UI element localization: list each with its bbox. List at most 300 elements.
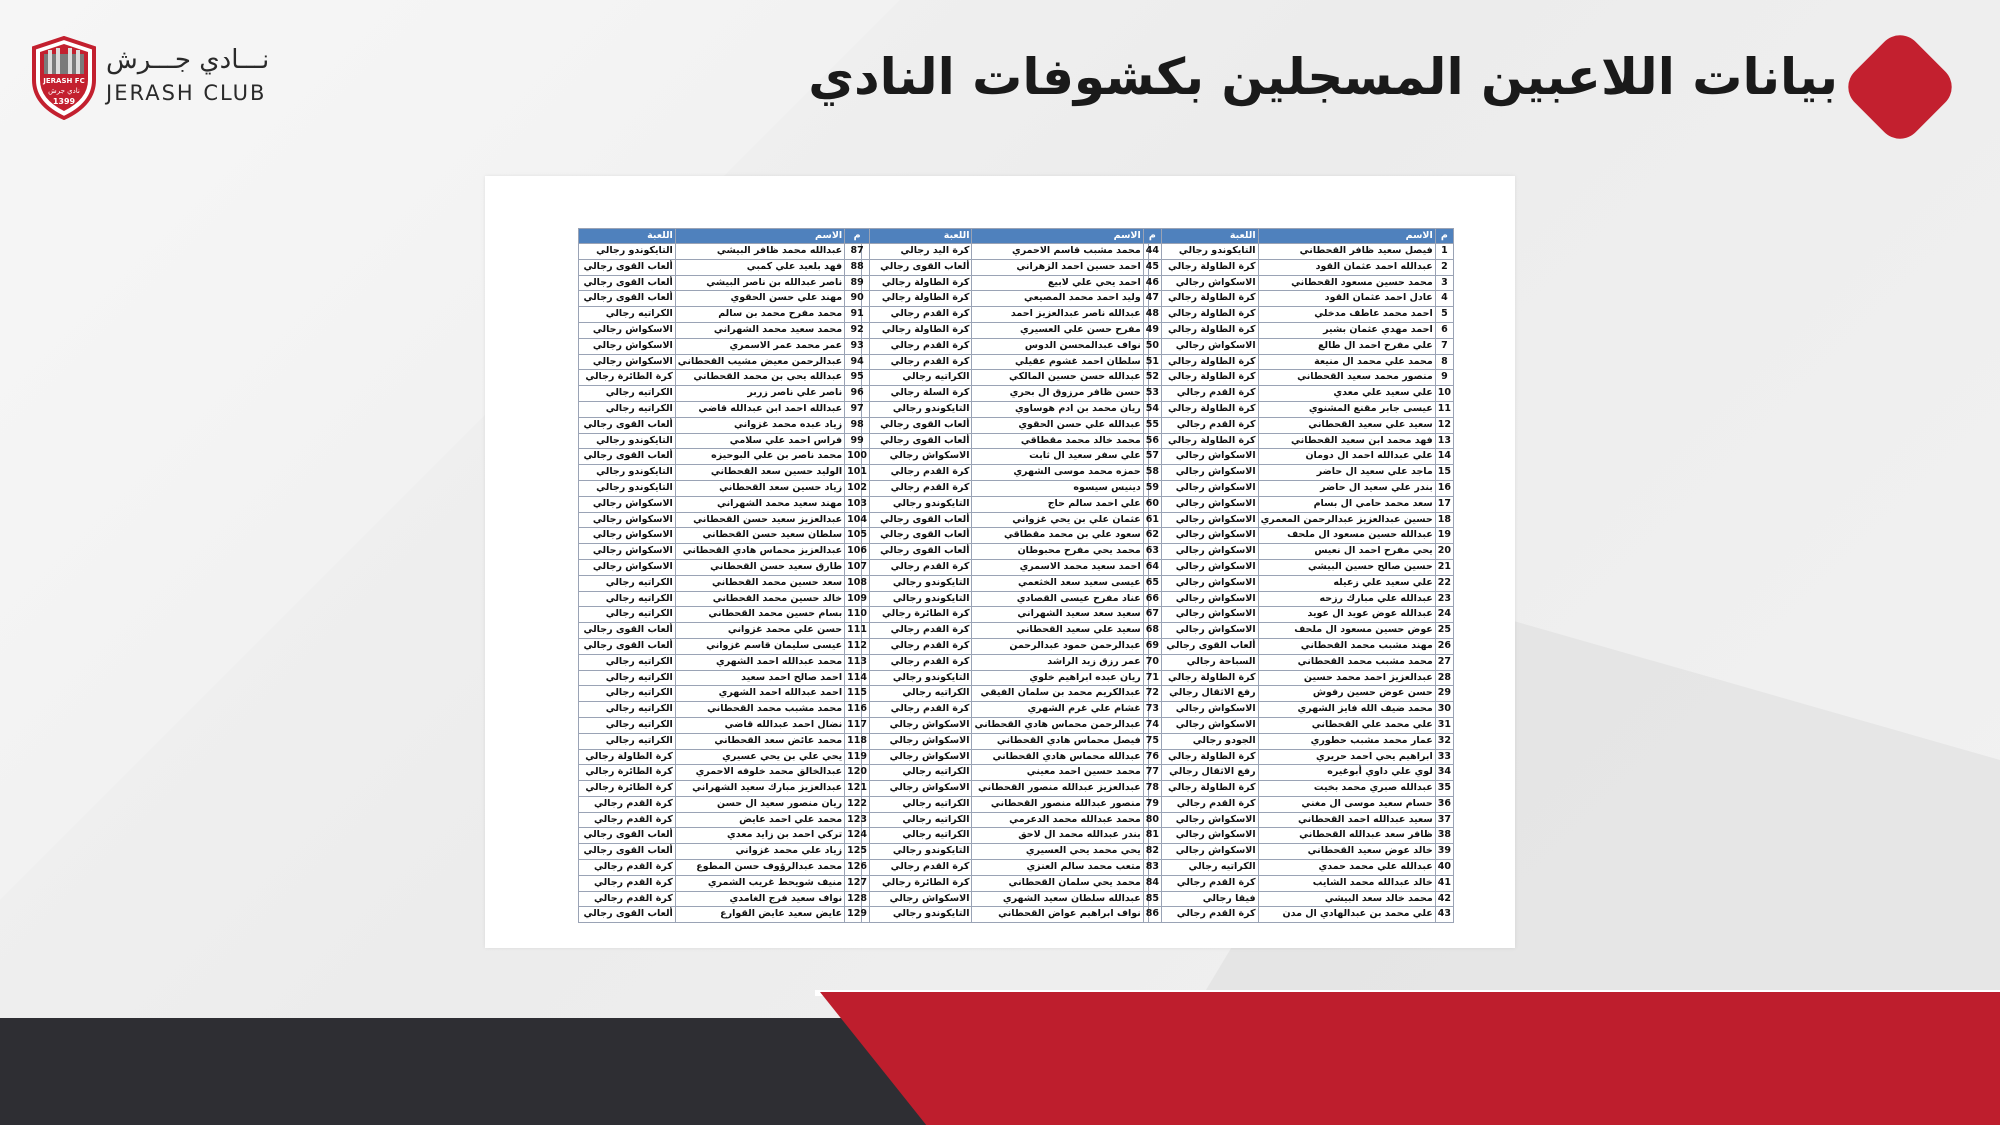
table-row xyxy=(579,480,870,496)
cell-name: بندر علي سعيد ال حاضر xyxy=(1258,480,1435,496)
cell-name: ريان عبده ابراهيم خلوي xyxy=(972,670,1143,686)
table-row xyxy=(579,765,870,781)
cell-name: سعد حسين محمد القحطاني xyxy=(675,575,844,591)
cell-game: الكراتيه رجالي xyxy=(579,733,676,749)
cell-num: 5 xyxy=(1435,307,1453,323)
cell-game: كرة الطاولة رجالي xyxy=(1148,259,1258,275)
cell-num: 22 xyxy=(1435,575,1453,591)
table-row xyxy=(579,781,870,797)
header-name: الاسم xyxy=(972,229,1143,244)
cell-name: محمد حسين مسعود القحطاني xyxy=(1258,275,1435,291)
table-row xyxy=(1148,259,1453,275)
cell-num: 118 xyxy=(845,733,870,749)
cell-name: سعيد عبدالله احمد القحطاني xyxy=(1258,812,1435,828)
cell-game: الكراتيه رجالي xyxy=(579,401,676,417)
cell-name: لوي علي داوي أبوغيره xyxy=(1258,765,1435,781)
table-row xyxy=(1148,891,1453,907)
cell-num: 68 xyxy=(1143,623,1161,639)
cell-name: عبدالله صبري محمد بخيت xyxy=(1258,781,1435,797)
table-row xyxy=(862,465,1162,481)
cell-name: زياد عبده محمد غزواني xyxy=(675,417,844,433)
cell-game: كرة القدم رجالي xyxy=(579,891,676,907)
cell-num: 13 xyxy=(1435,433,1453,449)
table-row xyxy=(862,322,1162,338)
cell-game: ألعاب القوى رجالي xyxy=(579,449,676,465)
cell-game: التايكوندو رجالي xyxy=(862,591,972,607)
cell-game: كرة الطاولة رجالي xyxy=(1148,370,1258,386)
cell-name: محمد مفرح محمد بن سالم xyxy=(675,307,844,323)
title-red-diamond xyxy=(1839,26,1961,148)
cell-game: الاسكواش رجالي xyxy=(1148,844,1258,860)
cell-name: علي محمد علي القحطاني xyxy=(1258,717,1435,733)
cell-num: 45 xyxy=(1143,259,1161,275)
cell-num: 38 xyxy=(1435,828,1453,844)
cell-game: الكراتيه رجالي xyxy=(579,654,676,670)
cell-name: سلطان احمد غشوم عقيلي xyxy=(972,354,1143,370)
table-row xyxy=(579,733,870,749)
table-row xyxy=(862,512,1162,528)
cell-num: 99 xyxy=(845,433,870,449)
cell-num: 61 xyxy=(1143,512,1161,528)
cell-num: 65 xyxy=(1143,575,1161,591)
cell-name: عبدالرحمن حمود عبدالرحمن xyxy=(972,638,1143,654)
cell-game: رفع الاثقال رجالي xyxy=(1148,765,1258,781)
table-row xyxy=(1148,796,1453,812)
table-row xyxy=(1148,749,1453,765)
cell-num: 75 xyxy=(1143,733,1161,749)
cell-game: كرة الطائرة رجالي xyxy=(579,370,676,386)
table-row xyxy=(862,812,1162,828)
cell-name: يحي علي بن يحي عسيري xyxy=(675,749,844,765)
cell-num: 26 xyxy=(1435,638,1453,654)
cell-num: 4 xyxy=(1435,291,1453,307)
table-row xyxy=(862,575,1162,591)
table-row xyxy=(579,386,870,402)
table-row xyxy=(862,828,1162,844)
table-row xyxy=(862,338,1162,354)
cell-name: علي عبدالله احمد ال دومان xyxy=(1258,449,1435,465)
cell-name: متعب محمد سالم العنزي xyxy=(972,860,1143,876)
cell-game: الاسكواش رجالي xyxy=(579,496,676,512)
cell-game: الاسكواش رجالي xyxy=(862,733,972,749)
cell-name: عبدالله حسين مسعود ال ملحف xyxy=(1258,528,1435,544)
cell-game: ألعاب القوى رجالي xyxy=(579,291,676,307)
table-row xyxy=(1148,860,1453,876)
cell-name: ريان محمد بن ادم هوساوي xyxy=(972,401,1143,417)
cell-num: 114 xyxy=(845,670,870,686)
cell-game: ألعاب القوى رجالي xyxy=(862,417,972,433)
cell-num: 85 xyxy=(1143,891,1161,907)
cell-num: 19 xyxy=(1435,528,1453,544)
cell-name: عبدالعزيز سعيد حسن القحطاني xyxy=(675,512,844,528)
table-row xyxy=(1148,686,1453,702)
table-row xyxy=(579,322,870,338)
cell-name: عبدالله احمد ابن عبدالله قاضي xyxy=(675,401,844,417)
cell-num: 86 xyxy=(1143,907,1161,923)
cell-name: محمد عبدالله محمد الدعرمي xyxy=(972,812,1143,828)
players-tables xyxy=(578,228,1454,921)
cell-num: 39 xyxy=(1435,844,1453,860)
logo-text-top: JERASH FC xyxy=(43,77,85,85)
players-table-3 xyxy=(578,228,870,923)
table-row xyxy=(579,370,870,386)
cell-name: محمد مشبب قاسم الاحمري xyxy=(972,244,1143,260)
cell-num: 32 xyxy=(1435,733,1453,749)
cell-game: فيقا رجالي xyxy=(1148,891,1258,907)
cell-name: فيصل محماس هادي القحطاني xyxy=(972,733,1143,749)
cell-game: كرة اليد رجالي xyxy=(862,244,972,260)
table-row xyxy=(1148,654,1453,670)
cell-game: كرة القدم رجالي xyxy=(579,875,676,891)
cell-num: 124 xyxy=(845,828,870,844)
cell-num: 115 xyxy=(845,686,870,702)
cell-name: خالد حسين محمد القحطاني xyxy=(675,591,844,607)
cell-name: ظافر سعد عبدالله القحطاني xyxy=(1258,828,1435,844)
cell-name: عادل احمد عثمان القود xyxy=(1258,291,1435,307)
cell-name: علي مفرح احمد ال طالع xyxy=(1258,338,1435,354)
cell-game: كرة القدم رجالي xyxy=(862,638,972,654)
table-row xyxy=(579,891,870,907)
players-table-1 xyxy=(1148,228,1454,923)
cell-game: الاسكواش رجالي xyxy=(579,559,676,575)
cell-name: عمر محمد عمر الاسمري xyxy=(675,338,844,354)
cell-num: 119 xyxy=(845,749,870,765)
cell-name: الوليد حسين سعد القحطاني xyxy=(675,465,844,481)
cell-num: 17 xyxy=(1435,496,1453,512)
cell-num: 66 xyxy=(1143,591,1161,607)
table-row xyxy=(1148,781,1453,797)
cell-num: 129 xyxy=(845,907,870,923)
cell-num: 121 xyxy=(845,781,870,797)
cell-game: الاسكواش رجالي xyxy=(579,338,676,354)
cell-name: مفرح حسن علي العسيري xyxy=(972,322,1143,338)
cell-name: محمد مشبب محمد القحطاني xyxy=(1258,654,1435,670)
table-row xyxy=(862,559,1162,575)
cell-num: 71 xyxy=(1143,670,1161,686)
cell-game: الاسكواش رجالي xyxy=(579,512,676,528)
cell-name: حمزه محمد موسى الشهري xyxy=(972,465,1143,481)
cell-game: الاسكواش رجالي xyxy=(1148,575,1258,591)
cell-name: محمد ناصر بن علي البوحيزه xyxy=(675,449,844,465)
cell-name: علي سعيد علي زعيله xyxy=(1258,575,1435,591)
cell-num: 108 xyxy=(845,575,870,591)
cell-game: الاسكواش رجالي xyxy=(1148,591,1258,607)
cell-game: ألعاب القوى رجالي xyxy=(579,259,676,275)
cell-num: 55 xyxy=(1143,417,1161,433)
cell-name: عبدالله ناصر عبدالعزيز احمد xyxy=(972,307,1143,323)
cell-name: عبدالله محمد ظافر البيشي xyxy=(675,244,844,260)
cell-num: 30 xyxy=(1435,702,1453,718)
table-row xyxy=(579,338,870,354)
table-row xyxy=(1148,370,1453,386)
cell-game: الكراتيه رجالي xyxy=(579,686,676,702)
cell-game: كرة القدم رجالي xyxy=(862,654,972,670)
cell-num: 98 xyxy=(845,417,870,433)
cell-name: محمد عبدالله احمد الشهري xyxy=(675,654,844,670)
cell-game: التايكوندو رجالي xyxy=(862,844,972,860)
table-row xyxy=(1148,828,1453,844)
cell-num: 33 xyxy=(1435,749,1453,765)
cell-num: 41 xyxy=(1435,875,1453,891)
table-row xyxy=(1148,844,1453,860)
cell-num: 58 xyxy=(1143,465,1161,481)
players-table-2 xyxy=(861,228,1162,923)
cell-name: منيف شويحط غريب الشمري xyxy=(675,875,844,891)
cell-game: الاسكواش رجالي xyxy=(1148,559,1258,575)
cell-name: حسن ظافر مرزوق ال بحري xyxy=(972,386,1143,402)
cell-name: عبدالعزيز احمد محمد حسين xyxy=(1258,670,1435,686)
cell-game: الاسكواش رجالي xyxy=(1148,544,1258,560)
cell-game: التايكوندو رجالي xyxy=(862,575,972,591)
cell-num: 57 xyxy=(1143,449,1161,465)
table-row xyxy=(862,765,1162,781)
cell-name: محمد مشبب محمد القحطاني xyxy=(675,702,844,718)
cell-name: سعيد علي سعيد القحطاني xyxy=(972,623,1143,639)
cell-num: 50 xyxy=(1143,338,1161,354)
document-sheet xyxy=(485,176,1515,948)
cell-game: الجودو رجالي xyxy=(1148,733,1258,749)
cell-name: حسن علي محمد غزواني xyxy=(675,623,844,639)
table-row xyxy=(579,354,870,370)
cell-game: الاسكواش رجالي xyxy=(1148,275,1258,291)
cell-num: 44 xyxy=(1143,244,1161,260)
cell-game: كرة القدم رجالي xyxy=(1148,875,1258,891)
cell-game: الاسكواش رجالي xyxy=(1148,496,1258,512)
cell-num: 103 xyxy=(845,496,870,512)
table-row xyxy=(579,812,870,828)
page-title: بيانات اللاعبين المسجلين بكشوفات النادي xyxy=(808,48,1838,106)
cell-num: 110 xyxy=(845,607,870,623)
cell-name: يحي مفرح احمد ال نعيس xyxy=(1258,544,1435,560)
table-row xyxy=(579,686,870,702)
cell-game: الاسكواش رجالي xyxy=(1148,702,1258,718)
cell-name: حسام سعيد موسى ال مغني xyxy=(1258,796,1435,812)
cell-name: عناد مفرح عيسى القصادي xyxy=(972,591,1143,607)
cell-game: ألعاب القوى رجالي xyxy=(579,623,676,639)
table-row xyxy=(1148,496,1453,512)
cell-num: 29 xyxy=(1435,686,1453,702)
cell-num: 94 xyxy=(845,354,870,370)
table-row xyxy=(579,307,870,323)
cell-name: دينيس سيسوه xyxy=(972,480,1143,496)
table-row xyxy=(579,907,870,923)
cell-num: 1 xyxy=(1435,244,1453,260)
cell-name: عبدالله محماس هادي القحطاني xyxy=(972,749,1143,765)
cell-game: الاسكواش رجالي xyxy=(862,891,972,907)
cell-name: علي احمد سالم حاج xyxy=(972,496,1143,512)
cell-num: 52 xyxy=(1143,370,1161,386)
cell-name: محمد يحي مفرح محبوطان xyxy=(972,544,1143,560)
cell-game: كرة القدم رجالي xyxy=(1148,417,1258,433)
cell-num: 125 xyxy=(845,844,870,860)
cell-num: 24 xyxy=(1435,607,1453,623)
cell-name: سعيد سعد سعيد الشهراني xyxy=(972,607,1143,623)
cell-game: الكراتيه رجالي xyxy=(862,796,972,812)
cell-num: 15 xyxy=(1435,465,1453,481)
cell-num: 106 xyxy=(845,544,870,560)
table-row xyxy=(579,244,870,260)
cell-name: سعد محمد حامي ال بسام xyxy=(1258,496,1435,512)
cell-num: 78 xyxy=(1143,781,1161,797)
header-game: اللعبة xyxy=(1148,229,1258,244)
cell-name: محمد ضيف الله فايز الشهري xyxy=(1258,702,1435,718)
cell-num: 88 xyxy=(845,259,870,275)
table-row xyxy=(862,291,1162,307)
cell-game: الكراتيه رجالي xyxy=(862,828,972,844)
cell-game: الكراتيه رجالي xyxy=(1148,860,1258,876)
table-row xyxy=(1148,449,1453,465)
table-row xyxy=(862,386,1162,402)
cell-game: الاسكواش رجالي xyxy=(862,449,972,465)
cell-game: كرة القدم رجالي xyxy=(862,480,972,496)
cell-num: 54 xyxy=(1143,401,1161,417)
cell-game: كرة القدم رجالي xyxy=(862,623,972,639)
cell-num: 123 xyxy=(845,812,870,828)
cell-num: 49 xyxy=(1143,322,1161,338)
cell-name: عيسى سليمان قاسم غزواني xyxy=(675,638,844,654)
table-row xyxy=(1148,291,1453,307)
cell-game: كرة الطاولة رجالي xyxy=(1148,433,1258,449)
cell-name: خالد عبدالله محمد الشايب xyxy=(1258,875,1435,891)
cell-game: كرة الطائرة رجالي xyxy=(579,765,676,781)
cell-game: الاسكواش رجالي xyxy=(579,354,676,370)
table-row xyxy=(579,875,870,891)
cell-name: محمد خالد سعد البيشي xyxy=(1258,891,1435,907)
table-row xyxy=(579,860,870,876)
cell-game: الاسكواش رجالي xyxy=(1148,623,1258,639)
table-row xyxy=(579,465,870,481)
table-row xyxy=(579,796,870,812)
cell-game: الكراتيه رجالي xyxy=(862,370,972,386)
cell-name: عبدالعزيز محماس هادي القحطاني xyxy=(675,544,844,560)
cell-num: 35 xyxy=(1435,781,1453,797)
cell-num: 37 xyxy=(1435,812,1453,828)
cell-num: 51 xyxy=(1143,354,1161,370)
cell-num: 92 xyxy=(845,322,870,338)
table-row xyxy=(862,702,1162,718)
cell-game: كرة القدم رجالي xyxy=(862,338,972,354)
table-row xyxy=(862,354,1162,370)
cell-name: احمد سعيد محمد الاسمري xyxy=(972,559,1143,575)
cell-name: عايض سعيد عايض القوارع xyxy=(675,907,844,923)
cell-game: الاسكواش رجالي xyxy=(579,528,676,544)
cell-game: الاسكواش رجالي xyxy=(1148,528,1258,544)
cell-game: التايكوندو رجالي xyxy=(1148,244,1258,260)
table-row xyxy=(1148,512,1453,528)
cell-game: الكراتيه رجالي xyxy=(862,686,972,702)
table-row xyxy=(1148,307,1453,323)
cell-name: محمد عبدالرؤوف حسن المطوع xyxy=(675,860,844,876)
cell-name: منصور عبدالله منصور القحطاني xyxy=(972,796,1143,812)
table-row xyxy=(1148,907,1453,923)
cell-num: 18 xyxy=(1435,512,1453,528)
cell-game: الاسكواش رجالي xyxy=(1148,338,1258,354)
cell-name: عبدالله عوض عويد ال عويد xyxy=(1258,607,1435,623)
table-row xyxy=(862,733,1162,749)
cell-num: 128 xyxy=(845,891,870,907)
table-row xyxy=(862,607,1162,623)
cell-num: 31 xyxy=(1435,717,1453,733)
cell-name: زياد حسين سعد القحطاني xyxy=(675,480,844,496)
cell-num: 28 xyxy=(1435,670,1453,686)
cell-game: كرة الطاولة رجالي xyxy=(1148,291,1258,307)
table-row xyxy=(1148,401,1453,417)
table-row xyxy=(862,749,1162,765)
cell-name: ناصر عبدالله بن ناصر البيشي xyxy=(675,275,844,291)
cell-num: 120 xyxy=(845,765,870,781)
cell-name: عبدالخالق محمد خلوفه الاحمري xyxy=(675,765,844,781)
cell-name: عبدالعزيز مبارك سعيد الشهراني xyxy=(675,781,844,797)
cell-game: ألعاب القوى رجالي xyxy=(579,638,676,654)
cell-name: مهند مشبب محمد القحطاني xyxy=(1258,638,1435,654)
cell-num: 27 xyxy=(1435,654,1453,670)
cell-name: فهد محمد ابن سعيد القحطاني xyxy=(1258,433,1435,449)
cell-name: محمد سعيد محمد الشهراني xyxy=(675,322,844,338)
table-row xyxy=(1148,623,1453,639)
cell-num: 116 xyxy=(845,702,870,718)
cell-num: 79 xyxy=(1143,796,1161,812)
cell-game: كرة الطاولة رجالي xyxy=(862,322,972,338)
cell-name: محمد علي محمد ال منيعة xyxy=(1258,354,1435,370)
table-row xyxy=(1148,322,1453,338)
table-row xyxy=(579,828,870,844)
cell-name: وليد احمد محمد المصيعي xyxy=(972,291,1143,307)
cell-num: 34 xyxy=(1435,765,1453,781)
table-row xyxy=(579,433,870,449)
cell-num: 23 xyxy=(1435,591,1453,607)
cell-game: كرة الطاولة رجالي xyxy=(1148,781,1258,797)
cell-num: 97 xyxy=(845,401,870,417)
cell-num: 113 xyxy=(845,654,870,670)
table-row xyxy=(579,654,870,670)
cell-num: 63 xyxy=(1143,544,1161,560)
cell-num: 100 xyxy=(845,449,870,465)
cell-game: الكراتيه رجالي xyxy=(579,607,676,623)
cell-num: 21 xyxy=(1435,559,1453,575)
cell-game: ألعاب القوى رجالي xyxy=(579,907,676,923)
club-name-arabic: نـــادي جـــرش xyxy=(106,45,270,75)
cell-num: 69 xyxy=(1143,638,1161,654)
table-row xyxy=(1148,559,1453,575)
cell-game: كرة القدم رجالي xyxy=(1148,907,1258,923)
table-row xyxy=(579,417,870,433)
cell-game: ألعاب القوى رجالي xyxy=(579,844,676,860)
header-name: الاسم xyxy=(1258,229,1435,244)
cell-game: الكراتيه رجالي xyxy=(579,307,676,323)
cell-name: احمد محمد عاطف مدخلي xyxy=(1258,307,1435,323)
cell-name: عبدالله احمد عثمان القود xyxy=(1258,259,1435,275)
cell-name: عبدالرحمن محماس هادي القحطاني xyxy=(972,717,1143,733)
table-row xyxy=(862,907,1162,923)
cell-num: 59 xyxy=(1143,480,1161,496)
cell-game: الكراتيه رجالي xyxy=(579,386,676,402)
cell-name: طارق سعيد حسن القحطاني xyxy=(675,559,844,575)
cell-num: 101 xyxy=(845,465,870,481)
table-row xyxy=(862,528,1162,544)
table-row xyxy=(1148,670,1453,686)
cell-name: عبدالرحمن معيض مشيب القحطاني xyxy=(675,354,844,370)
cell-name: احمد حسين احمد الزهراني xyxy=(972,259,1143,275)
table-row xyxy=(862,638,1162,654)
cell-name: عمار محمد مشبب حطوري xyxy=(1258,733,1435,749)
cell-name: غشام علي غرم الشهري xyxy=(972,702,1143,718)
cell-name: بندر عبدالله محمد ال لاحق xyxy=(972,828,1143,844)
cell-name: عبدالعزيز عبدالله منصور القحطاني xyxy=(972,781,1143,797)
table-row xyxy=(862,401,1162,417)
table-row xyxy=(862,875,1162,891)
cell-game: السباحة رجالي xyxy=(1148,654,1258,670)
cell-game: التايكوندو رجالي xyxy=(862,670,972,686)
